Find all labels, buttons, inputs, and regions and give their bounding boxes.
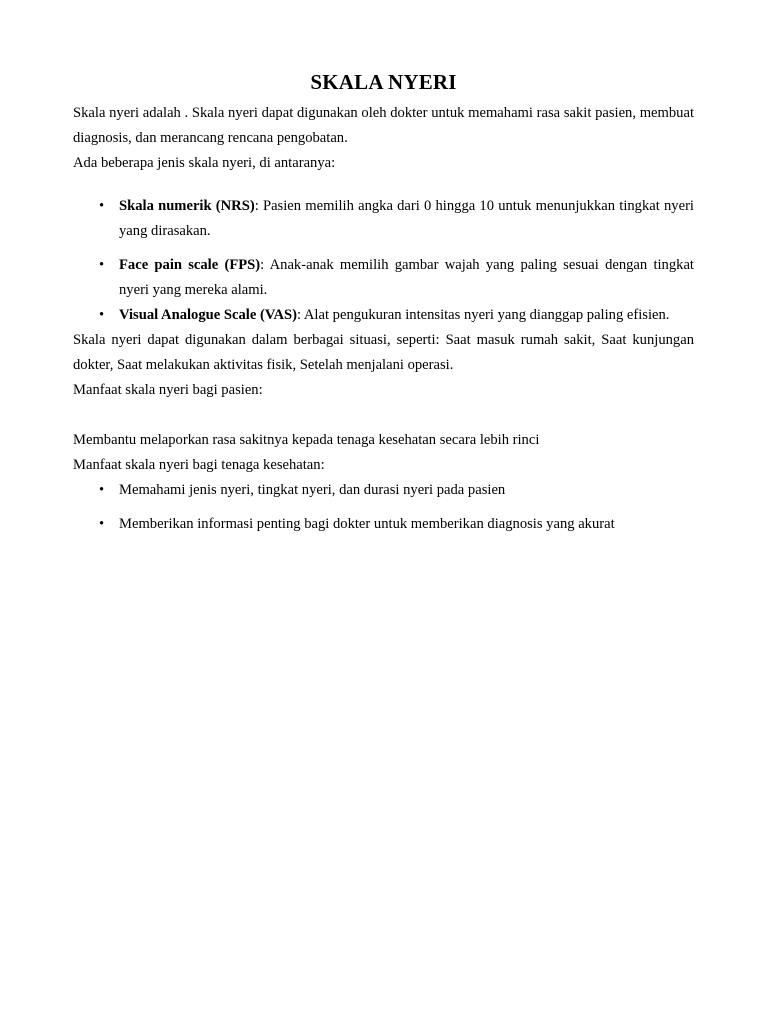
document-title: SKALA NYERI <box>310 70 457 94</box>
staff-benefits-list <box>73 478 694 537</box>
scale-term: Face pain scale (FPS) <box>119 257 261 273</box>
situations-paragraph: Skala nyeri dapat digunakan dalam berbagai situasi, seperti: Saat masuk rumah sakit, Saat kunjungan dokter, Saat melakukan aktivitas fisik, Setelah menjalani operasi. <box>73 332 694 373</box>
scale-term: Visual Analogue Scale (VAS) <box>119 307 297 323</box>
bullet-icon: • <box>99 257 105 273</box>
scale-description: : Alat pengukuran intensitas nyeri yang dianggap paling efisien. <box>297 307 670 323</box>
bullet-icon: • <box>99 516 105 532</box>
blank-line <box>73 403 694 428</box>
list-item <box>73 253 694 303</box>
bullet-icon: • <box>99 198 105 214</box>
list-item <box>73 478 694 503</box>
bullet-icon: • <box>99 307 105 323</box>
scale-description: : Pasien memilih angka dari 0 hingga 10 untuk menunjukkan tingkat nyeri yang dirasakan. <box>119 198 694 239</box>
list-item <box>73 194 694 244</box>
scale-term: Skala numerik (NRS) <box>119 198 255 214</box>
list-item <box>73 303 694 328</box>
staff-benefit-text: Memberikan informasi penting bagi dokter untuk memberikan diagnosis yang akurat <box>119 516 615 532</box>
intro-paragraph: Skala nyeri adalah . Skala nyeri dapat digunakan oleh dokter untuk memahami rasa sakit pasien, membuat diagnosis, dan merancang rencana pengobatan. <box>73 105 694 146</box>
scale-description: : Anak-anak memilih gambar wajah yang paling sesuai dengan tingkat nyeri yang mereka alami. <box>119 257 694 298</box>
patient-benefit-text: Membantu melaporkan rasa sakitnya kepada tenaga kesehatan secara lebih rinci <box>73 432 540 448</box>
document-page <box>73 68 694 537</box>
scale-types-lead: Ada beberapa jenis skala nyeri, di antaranya: <box>73 155 336 171</box>
list-item <box>73 512 694 537</box>
patient-benefit-heading: Manfaat skala nyeri bagi pasien: <box>73 382 263 398</box>
staff-benefit-heading: Manfaat skala nyeri bagi tenaga kesehatan: <box>73 457 325 473</box>
staff-benefit-text: Memahami jenis nyeri, tingkat nyeri, dan durasi nyeri pada pasien <box>119 482 506 498</box>
scale-types-list <box>73 194 694 328</box>
bullet-icon: • <box>99 482 105 498</box>
